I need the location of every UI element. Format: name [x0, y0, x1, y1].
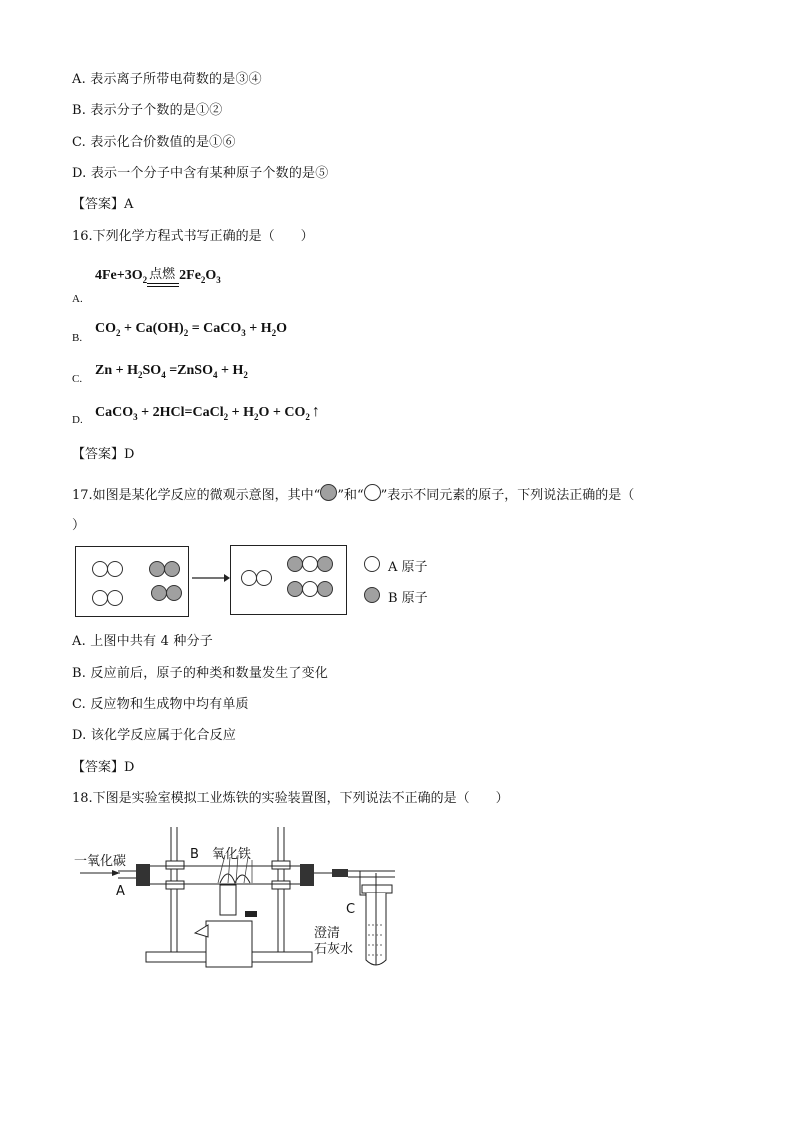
- label-limewater-1: 澄清: [314, 926, 341, 941]
- q17-stem-line2: ）: [72, 518, 86, 533]
- b-atom: [317, 556, 333, 572]
- q18-stem: 18.下图是实验室模拟工业炼铁的实验装置图，下列说法不正确的是（ ）: [72, 791, 509, 806]
- legend-a-label: A 原子: [388, 560, 428, 575]
- q17-stem-part2: ”和“: [337, 488, 364, 503]
- q16-formula-a: $4Fe+3O_2$ 点燃 $2Fe_2O_3$: [95, 268, 221, 285]
- q16-condition-label: 点燃: [149, 267, 176, 282]
- q17-option-d: D. 该化学反应属于化合反应: [72, 728, 237, 743]
- label-c: C: [346, 902, 356, 917]
- q17-option-a: A. 上图中共有 4 种分子: [72, 634, 213, 649]
- legend-b-atom: [364, 587, 380, 603]
- q17-stem-part1: 17.如图是某化学反应的微观示意图，其中“: [72, 488, 321, 503]
- q17-option-b: B. 反应前后，原子的种类和数量发生了变化: [72, 666, 329, 681]
- b-atom: [287, 581, 303, 597]
- q15-option-b: B. 表示分子个数的是①②: [72, 103, 223, 118]
- white-atom-icon: [364, 484, 381, 501]
- q17-option-c: C. 反应物和生成物中均有单质: [72, 697, 249, 712]
- label-iron-oxide: 氧化铁: [212, 847, 252, 862]
- products-box: [230, 545, 347, 615]
- q16-option-letter-a: A.: [72, 293, 83, 305]
- legend-a-atom: [364, 556, 380, 572]
- q15-answer: 【答案】A: [72, 197, 134, 212]
- label-a: A: [116, 884, 125, 899]
- gas-arrow-icon: ↑: [311, 403, 320, 420]
- iron-smelting-apparatus: [70, 825, 410, 975]
- q16-option-letter-b: B.: [72, 332, 83, 344]
- grey-atom-icon: [320, 484, 337, 501]
- q15-option-a: A. 表示离子所带电荷数的是③④: [72, 72, 262, 87]
- q16-option-letter-d: D.: [72, 414, 83, 426]
- q17-answer: 【答案】D: [72, 760, 135, 775]
- a-atom: [107, 561, 123, 577]
- a-atom: [107, 590, 123, 606]
- q16-formula-c: $Zn + H_2SO_4$ =ZnSO$_4$ + $H_2$: [95, 363, 248, 380]
- label-b: B: [190, 847, 199, 862]
- b-atom: [317, 581, 333, 597]
- a-atom: [302, 581, 318, 597]
- q16-stem: 16.下列化学方程式书写正确的是（ ）: [72, 229, 314, 244]
- q17-stem-line1: [72, 484, 634, 503]
- b-atom: [287, 556, 303, 572]
- legend-b-label: B 原子: [388, 591, 428, 606]
- q16-formula-b: $CO_2 + Ca(OH)_2$ = CaCO$_3$ + $H_2O$: [95, 321, 288, 338]
- a-atom: [92, 561, 108, 577]
- b-atom: [166, 585, 182, 601]
- label-carbon-monoxide: 一氧化碳: [74, 854, 127, 869]
- b-atom: [164, 561, 180, 577]
- label-limewater-2: 石灰水: [314, 942, 354, 957]
- reactants-box: [75, 546, 189, 617]
- q16-formula-d: CaCO$_3$ + 2HCl=CaCl$_2$ + $H_2O + CO_2$ ↑: [95, 403, 320, 422]
- a-atom: [241, 570, 257, 586]
- q15-option-d: D. 表示一个分子中含有某种原子个数的是⑤: [72, 166, 329, 181]
- b-atom: [151, 585, 167, 601]
- a-atom: [92, 590, 108, 606]
- b-atom: [149, 561, 165, 577]
- q17-stem-part3: ”表示不同元素的原子，下列说法正确的是（: [380, 488, 635, 503]
- a-atom: [256, 570, 272, 586]
- q15-option-c: C. 表示化合价数值的是①⑥: [72, 135, 236, 150]
- reaction-arrow-icon: [190, 570, 230, 586]
- q16-answer: 【答案】D: [72, 447, 135, 462]
- q16-option-letter-c: C.: [72, 373, 83, 385]
- a-atom: [302, 556, 318, 572]
